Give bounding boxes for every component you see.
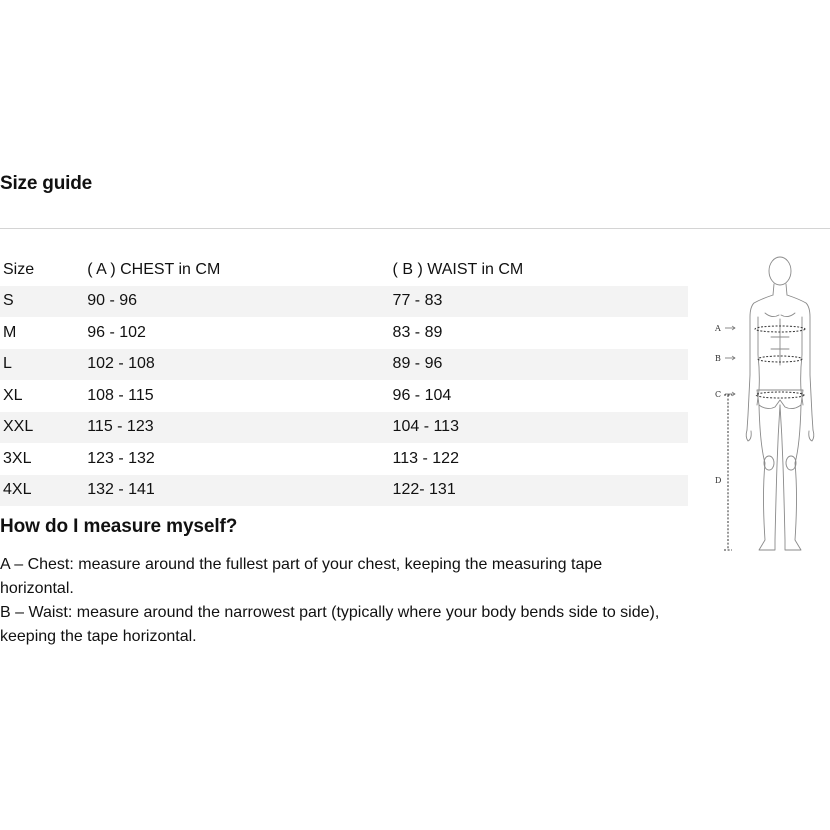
chest-cell: 90 - 96 <box>84 286 389 318</box>
header-chest: ( A ) CHEST in CM <box>87 260 221 278</box>
waist-cell: 113 - 122 <box>392 449 459 467</box>
chest-cell: 123 - 132 <box>87 449 155 467</box>
chest-cell: 115 - 123 <box>84 412 389 444</box>
body-outline-illustration <box>705 255 830 565</box>
measure-heading: How do I measure myself? <box>0 516 238 537</box>
size-cell: 3XL <box>3 449 32 467</box>
size-cell: M <box>3 323 17 341</box>
size-cell: L <box>0 349 84 381</box>
chest-instruction: A – Chest: measure around the fullest part of your chest, keeping the measuring tape horizontal. <box>0 556 603 597</box>
chest-cell: 102 - 108 <box>84 349 389 381</box>
size-cell: S <box>0 286 84 318</box>
figure-label-b: B <box>715 354 721 363</box>
table-row <box>0 286 688 318</box>
body-measurement-figure <box>705 255 830 565</box>
figure-label-d: D <box>715 476 722 485</box>
title-divider <box>0 228 830 229</box>
chest-cell: 108 - 115 <box>87 386 154 404</box>
waist-cell: 89 - 96 <box>390 349 688 381</box>
size-table <box>0 254 688 506</box>
header-waist: ( B ) WAIST in CM <box>392 260 524 278</box>
waist-cell: 96 - 104 <box>392 386 452 404</box>
size-cell: XL <box>3 386 23 404</box>
waist-instruction: B – Waist: measure around the narrowest part (typically where your body bends side to side), keeping the tape horizontal. <box>0 604 660 645</box>
chest-cell: 96 - 102 <box>87 323 146 341</box>
header-size: Size <box>3 260 35 278</box>
table-row <box>0 349 688 381</box>
table-row <box>0 380 688 412</box>
waist-cell: 77 - 83 <box>390 286 688 318</box>
table-row <box>0 317 688 349</box>
waist-cell: 83 - 89 <box>392 323 443 341</box>
table-row <box>0 412 688 444</box>
table-row <box>0 443 688 475</box>
figure-label-c: C <box>715 390 722 399</box>
chest-cell: 132 - 141 <box>84 475 389 507</box>
waist-cell: 122- 131 <box>390 475 688 507</box>
table-header-row <box>0 254 688 286</box>
waist-cell: 104 - 113 <box>390 412 688 444</box>
table-row <box>0 475 688 507</box>
figure-label-a: A <box>715 324 721 333</box>
size-cell: XXL <box>0 412 84 444</box>
page-title: Size guide <box>0 173 92 194</box>
size-cell: 4XL <box>0 475 84 507</box>
measure-instructions <box>0 553 680 649</box>
